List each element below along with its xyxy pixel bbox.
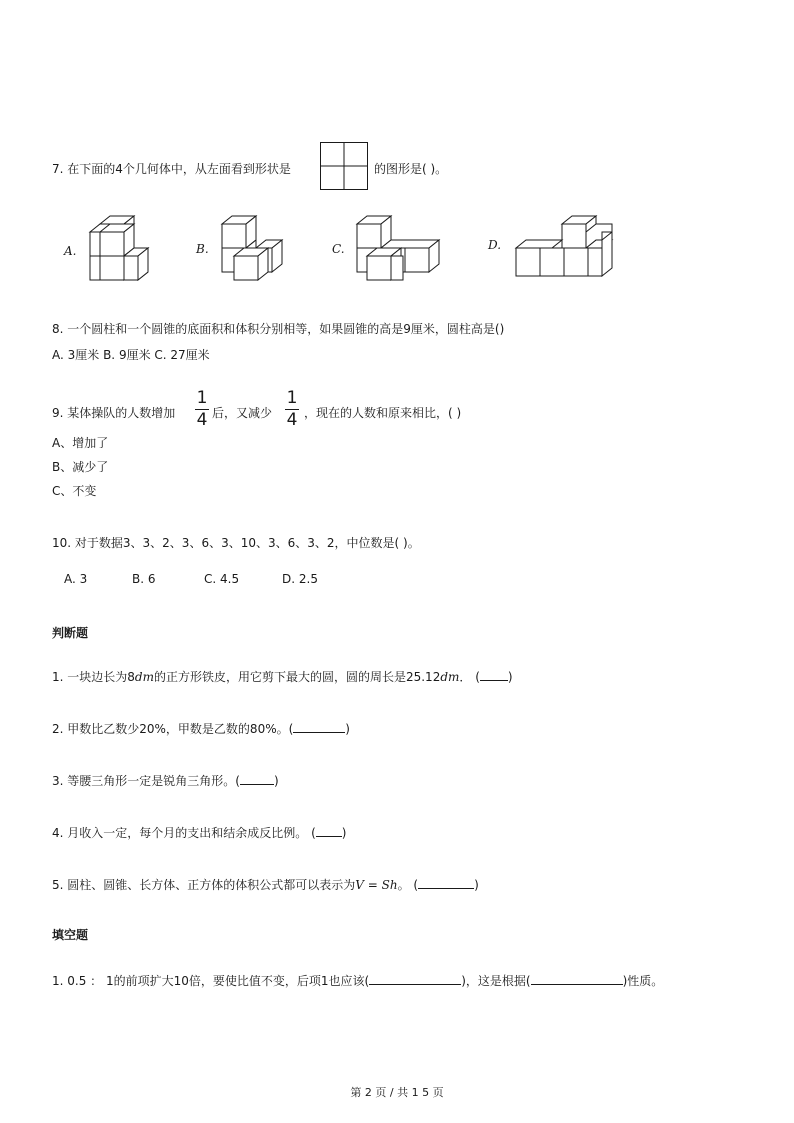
q7-text-after: 的图形是( )。 bbox=[374, 162, 448, 176]
q10-option-d: D. 2.5 bbox=[282, 572, 318, 586]
judge-5-answer-blank[interactable] bbox=[418, 876, 474, 889]
judge-item-4 bbox=[52, 824, 346, 841]
judge-item-5 bbox=[52, 876, 479, 893]
q7-option-d-label: D. bbox=[488, 238, 502, 252]
judge-1-answer-blank[interactable] bbox=[480, 668, 508, 681]
q9-frac1-num: 1 bbox=[196, 388, 208, 408]
q10-option-b: B. 6 bbox=[132, 572, 156, 586]
q9-prefix: 9. 某体操队的人数增加 bbox=[52, 406, 176, 420]
q7-option-a-label: A. bbox=[64, 244, 77, 258]
q9-option-a: A、增加了 bbox=[52, 436, 109, 450]
page-footer: 第 2 页 / 共 1 5 页 bbox=[350, 1086, 444, 1099]
fill-1-blank-1[interactable] bbox=[369, 972, 461, 985]
judge-5-pre: 5. 圆柱、圆锥、长方体、正方体的体积公式都可以表示为 bbox=[52, 878, 356, 892]
judge-item-2 bbox=[52, 720, 350, 737]
q9-frac1-den: 4 bbox=[196, 410, 208, 430]
judge-item-1 bbox=[52, 668, 513, 685]
q10-option-a: A. 3 bbox=[64, 572, 88, 586]
q7-line bbox=[52, 160, 291, 177]
q7-option-c-label: C. bbox=[332, 242, 345, 256]
q7-text-before: 7. bbox=[52, 162, 64, 176]
fill-section-title: 填空题 bbox=[52, 928, 89, 942]
q9-option-b: B、减少了 bbox=[52, 460, 109, 474]
q7-figure-b bbox=[220, 212, 290, 292]
q9-frac2-den: 4 bbox=[286, 410, 298, 430]
judge-5-post: 。 ( bbox=[397, 878, 419, 892]
q9-option-c: C、不变 bbox=[52, 484, 97, 498]
q10-option-c: C. 4.5 bbox=[204, 572, 240, 586]
q7-text-before-main: 在下面的4个几何体中，从左面看到形状是 bbox=[67, 162, 291, 176]
judge-5-formula: V = Sh bbox=[355, 878, 398, 892]
judge-1-unit1: dm bbox=[134, 670, 154, 684]
q9-fraction-1 bbox=[194, 390, 210, 429]
q9-frac2-num: 1 bbox=[286, 388, 298, 408]
judge-item-3 bbox=[52, 772, 279, 789]
judge-2-answer-blank[interactable] bbox=[293, 720, 345, 733]
judge-1-close: ) bbox=[507, 670, 513, 684]
judge-3-answer-blank[interactable] bbox=[240, 772, 274, 785]
q8-text: 8. 一个圆柱和一个圆锥的底面积和体积分别相等，如果圆锥的高是9厘米，圆柱高是() bbox=[52, 322, 505, 336]
judge-2-pre: 2. 甲数比乙数少20%，甲数是乙数的80%。( bbox=[52, 722, 294, 736]
judge-4-pre: 4. 月收入一定，每个月的支出和结余成反比例。 ( bbox=[52, 826, 316, 840]
q8-options: A. 3厘米 B. 9厘米 C. 27厘米 bbox=[52, 348, 210, 362]
fill-1-part-b: )，这是根据( bbox=[461, 974, 531, 988]
judge-section-title: 判断题 bbox=[52, 626, 89, 640]
fill-1-part-a: 1. 0.5 ： 1的前项扩大10倍，要使比值不变，后项1也应该( bbox=[52, 974, 370, 988]
judge-4-answer-blank[interactable] bbox=[316, 824, 342, 837]
judge-1-unit2: dm bbox=[440, 670, 460, 684]
q10-text: 10. 对于数据3、3、2、3、6、3、10、3、6、3、2，中位数是( )。 bbox=[52, 536, 420, 550]
q7-option-b-label: B. bbox=[196, 242, 209, 256]
q9-fraction-2 bbox=[284, 390, 300, 429]
judge-1-pre: 1. 一块边长为8 bbox=[52, 670, 135, 684]
judge-1-mid: 的正方形铁皮，用它剪下最大的圆，圆的周长是25.12 bbox=[153, 670, 441, 684]
q7-figure-d bbox=[514, 212, 624, 282]
judge-4-close: ) bbox=[341, 826, 347, 840]
judge-3-close: ) bbox=[273, 774, 279, 788]
q7-figure-a bbox=[86, 212, 156, 292]
judge-1-post: ． ( bbox=[459, 670, 480, 684]
q9-mid: 后，又减少 bbox=[212, 406, 273, 420]
fill-1-blank-2[interactable] bbox=[531, 972, 623, 985]
q9-suffix: ，现在的人数和原来相比，( ) bbox=[304, 406, 462, 420]
q7-figure-c bbox=[355, 212, 445, 292]
q7-left-view-grid bbox=[320, 142, 368, 190]
judge-5-close: ) bbox=[474, 878, 479, 892]
fill-item-1 bbox=[52, 972, 663, 989]
judge-3-pre: 3. 等腰三角形一定是锐角三角形。( bbox=[52, 774, 240, 788]
judge-2-close: ) bbox=[345, 722, 350, 736]
fill-1-part-c: )性质。 bbox=[622, 974, 664, 988]
